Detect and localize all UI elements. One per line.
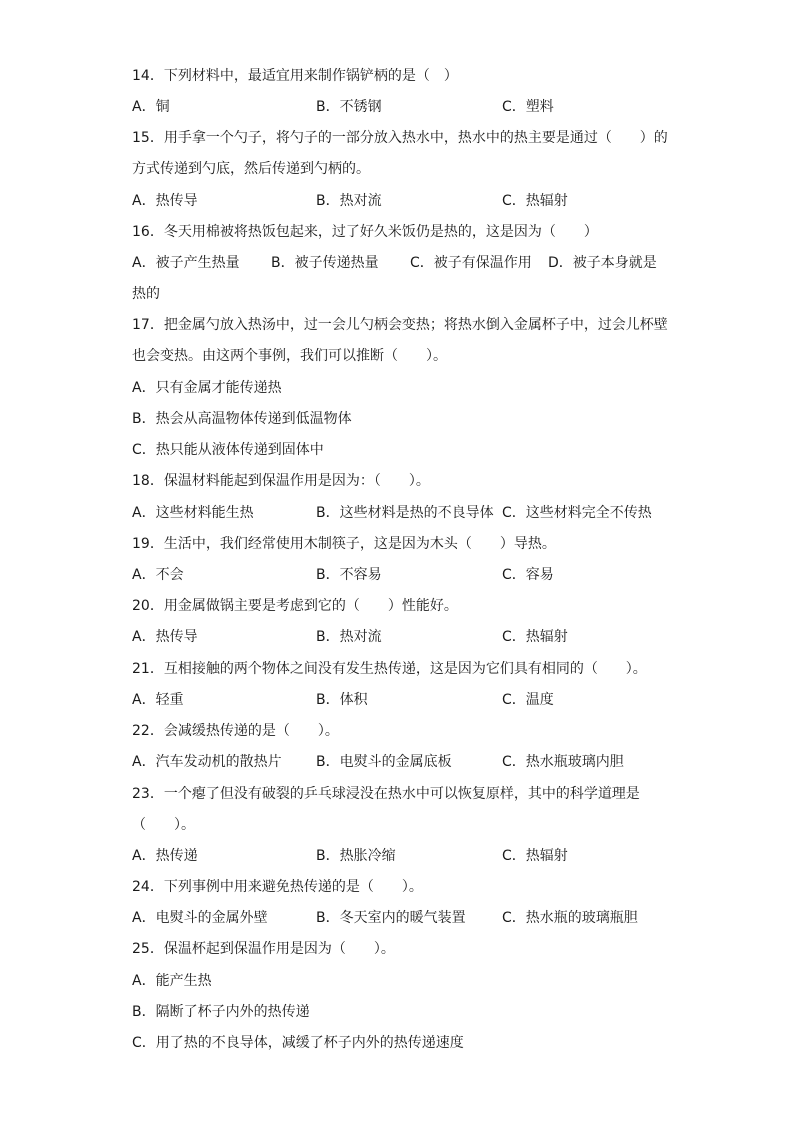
- question-14-option-c: C．塑料: [502, 99, 554, 115]
- question-16-stem: 16．冬天用棉被将热饭包起来，过了好久米饭仍是热的，这是因为（ ）: [132, 224, 598, 240]
- question-23-stem-line-2: （ ）。: [132, 817, 195, 833]
- question-21-option-c: C．温度: [502, 692, 554, 708]
- question-16-option-c: C．被子有保温作用: [410, 255, 532, 271]
- question-14-option-a: A．铜: [132, 99, 170, 115]
- question-18-option-a: A．这些材料能生热: [132, 505, 254, 521]
- question-25-stem: 25．保温杯起到保温作用是因为（ ）。: [132, 941, 395, 957]
- question-20-option-c: C．热辐射: [502, 629, 568, 645]
- question-25-option-a: A．能产生热: [132, 973, 212, 989]
- question-15-stem-line-2: 方式传递到勺底，然后传递到勺柄的。: [132, 161, 370, 177]
- question-21-option-a: A．轻重: [132, 692, 184, 708]
- question-19-option-b: B．不容易: [316, 567, 382, 583]
- question-23-option-b: B．热胀冷缩: [316, 848, 396, 864]
- question-19-option-c: C．容易: [502, 567, 554, 583]
- question-23-option-a: A．热传递: [132, 848, 198, 864]
- question-16-option-d-continued: 热的: [132, 286, 160, 302]
- question-24-option-b: B．冬天室内的暖气装置: [316, 910, 466, 926]
- question-22-stem: 22．会减缓热传递的是（ ）。: [132, 723, 339, 739]
- question-22-option-b: B．电熨斗的金属底板: [316, 754, 452, 770]
- question-16-option-d: D．被子本身就是: [548, 255, 657, 271]
- question-17-option-b: B．热会从高温物体传递到低温物体: [132, 411, 352, 427]
- question-22-option-c: C．热水瓶玻璃内胆: [502, 754, 624, 770]
- question-20-option-a: A．热传导: [132, 629, 198, 645]
- question-23-stem-line-1: 23．一个瘪了但没有破裂的乒乓球浸没在热水中可以恢复原样，其中的科学道理是: [132, 786, 640, 802]
- question-15-stem-line-1: 15．用手拿一个勺子，将勺子的一部分放入热水中，热水中的热主要是通过（ ）的: [132, 130, 668, 146]
- question-15-option-a: A．热传导: [132, 193, 198, 209]
- question-17-option-a: A．只有金属才能传递热: [132, 380, 282, 396]
- question-14-stem: 14．下列材料中，最适宜用来制作锅铲柄的是（ ）: [132, 68, 458, 84]
- question-15-option-b: B．热对流: [316, 193, 382, 209]
- question-24-option-c: C．热水瓶的玻璃瓶胆: [502, 910, 638, 926]
- question-20-stem: 20．用金属做锅主要是考虑到它的（ ）性能好。: [132, 598, 458, 614]
- question-18-option-b: B．这些材料是热的不良导体: [316, 505, 494, 521]
- question-25-option-c: C．用了热的不良导体，减缓了杯子内外的热传递速度: [132, 1035, 464, 1051]
- question-21-option-b: B．体积: [316, 692, 368, 708]
- question-22-option-a: A．汽车发动机的散热片: [132, 754, 282, 770]
- question-15-option-c: C．热辐射: [502, 193, 568, 209]
- question-18-option-c: C．这些材料完全不传热: [502, 505, 652, 521]
- question-17-stem-line-1: 17．把金属勺放入热汤中，过一会儿勺柄会变热；将热水倒入金属杯子中，过会儿杯壁: [132, 317, 668, 333]
- question-17-stem-line-2: 也会变热。由这两个事例，我们可以推断（ ）。: [132, 348, 447, 364]
- question-17-option-c: C．热只能从液体传递到固体中: [132, 442, 324, 458]
- question-19-stem: 19．生活中，我们经常使用木制筷子，这是因为木头（ ）导热。: [132, 536, 556, 552]
- question-24-option-a: A．电熨斗的金属外壁: [132, 910, 268, 926]
- question-19-option-a: A．不会: [132, 567, 184, 583]
- question-25-option-b: B．隔断了杯子内外的热传递: [132, 1004, 310, 1020]
- question-24-stem: 24．下列事例中用来避免热传递的是（ ）。: [132, 879, 423, 895]
- question-20-option-b: B．热对流: [316, 629, 382, 645]
- question-14-option-b: B．不锈钢: [316, 99, 382, 115]
- question-21-stem: 21．互相接触的两个物体之间没有发生热传递，这是因为它们具有相同的（ ）。: [132, 661, 647, 677]
- question-16-option-a: A．被子产生热量: [132, 255, 240, 271]
- question-23-option-c: C．热辐射: [502, 848, 568, 864]
- question-18-stem: 18．保温材料能起到保温作用是因为：（ ）。: [132, 473, 430, 489]
- question-16-option-b: B．被子传递热量: [271, 255, 379, 271]
